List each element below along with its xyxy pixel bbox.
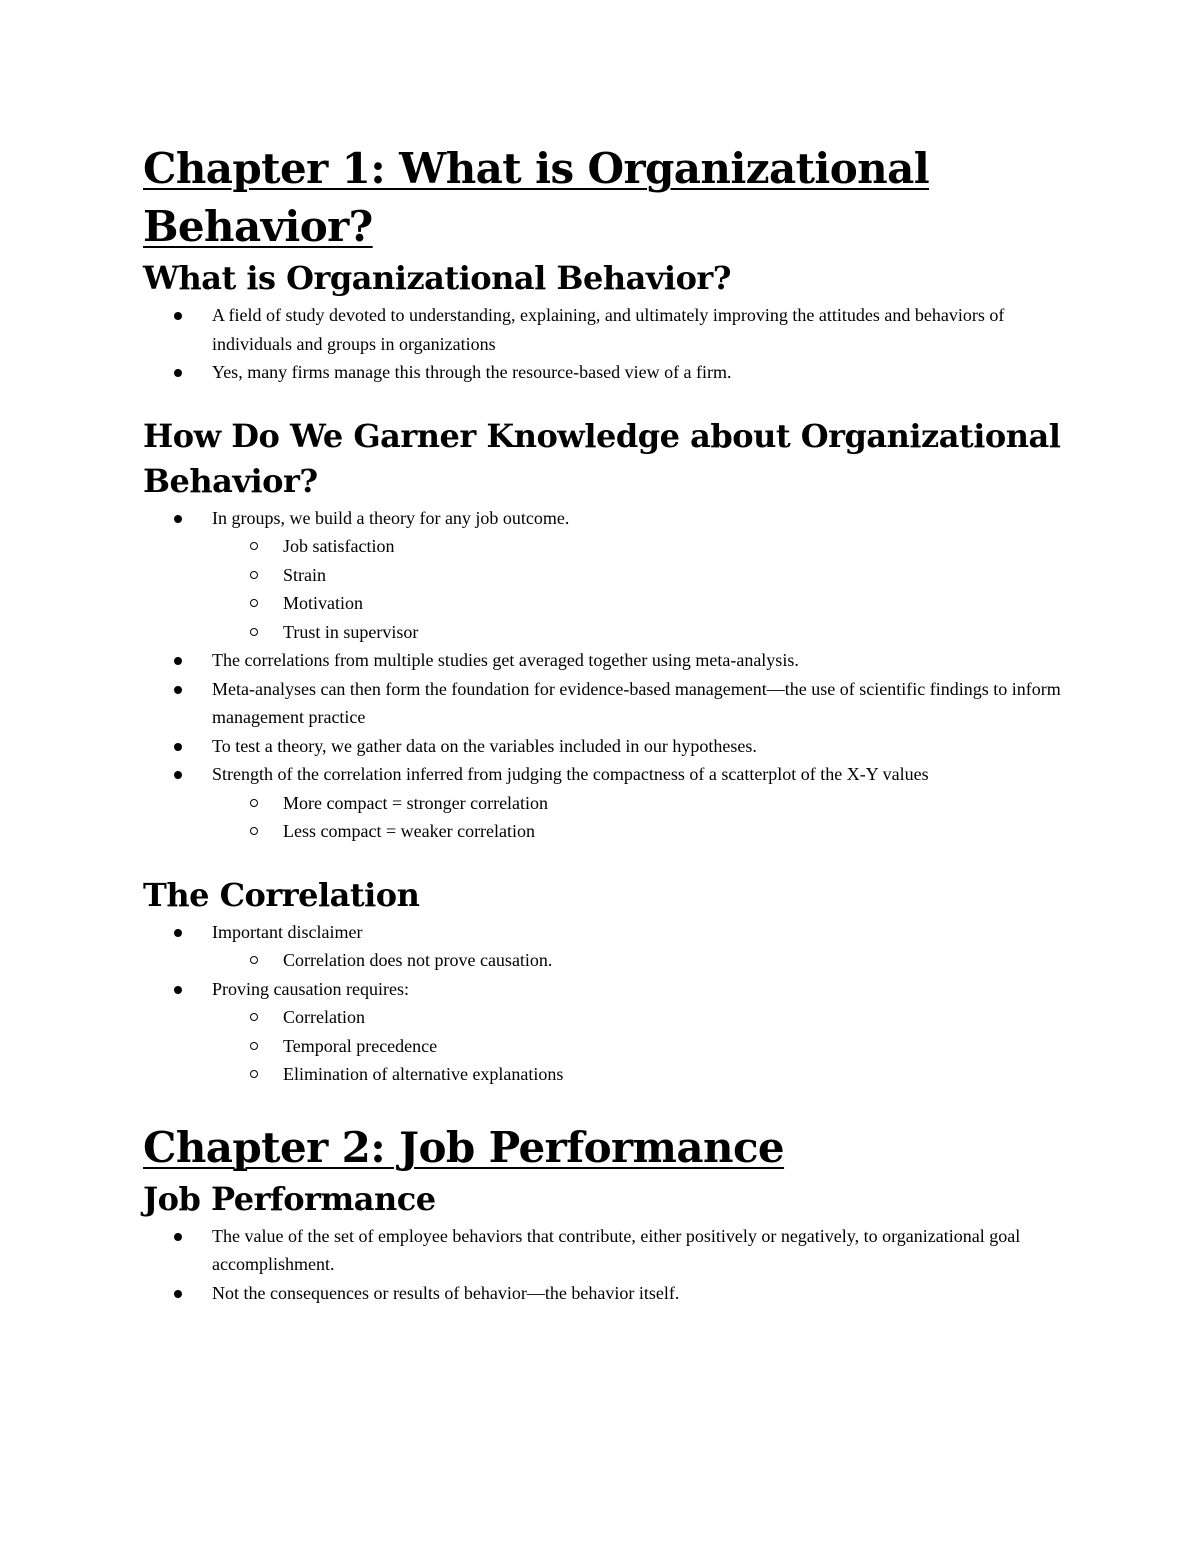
list-item (143, 975, 1073, 1089)
sub-list-item-text: Job satisfaction (283, 536, 395, 556)
bullet-icon (174, 312, 182, 320)
list-item (143, 358, 1073, 387)
sub-list-item (212, 946, 1073, 975)
sub-list-item (212, 561, 1073, 590)
chapter-1-title: Chapter 1: What is Organizational Behavior? (143, 144, 930, 251)
sub-list-item (212, 1003, 1073, 1032)
bullet-icon (174, 1290, 182, 1298)
list-item-text: Meta-analyses can then form the foundation for evidence-based management—the use of scientific findings to inform management practice (212, 678, 1061, 727)
sub-list-item-text: Correlation does not prove causation. (283, 950, 553, 970)
hollow-bullet-icon (250, 628, 258, 636)
section-heading: The Correlation (143, 875, 420, 914)
list-item (143, 301, 1073, 358)
sub-list-item (212, 1060, 1073, 1089)
sub-list-item (212, 589, 1073, 618)
list-item (143, 1279, 1073, 1308)
sub-list-item (212, 789, 1073, 818)
sub-list-item-text: Correlation (283, 1007, 365, 1027)
list-item (143, 732, 1073, 761)
bullet-icon (174, 369, 182, 377)
list-item-text: Not the consequences or results of behavior—the behavior itself. (212, 1282, 680, 1303)
sub-list (212, 532, 1073, 646)
sub-list-item (212, 618, 1073, 647)
list-item (143, 1222, 1073, 1279)
bullet-icon (174, 929, 182, 937)
sub-list-item-text: Trust in supervisor (283, 621, 419, 642)
list-item-text: To test a theory, we gather data on the variables included in our hypotheses. (212, 735, 757, 756)
hollow-bullet-icon (250, 1042, 258, 1050)
bullet-icon (174, 771, 182, 779)
list-item-text: In groups, we build a theory for any job outcome. (212, 507, 570, 528)
list-item (143, 504, 1073, 647)
sub-list (212, 1003, 1073, 1089)
bullet-icon (174, 657, 182, 665)
bullet-list (143, 504, 1073, 846)
list-item-text: Yes, many firms manage this through the resource-based view of a firm. (212, 362, 732, 382)
section-heading: What is Organizational Behavior? (143, 259, 732, 297)
hollow-bullet-icon (250, 799, 258, 807)
list-item (143, 646, 1073, 675)
sub-list-item (212, 532, 1073, 561)
hollow-bullet-icon (250, 571, 258, 579)
list-item (143, 675, 1073, 732)
hollow-bullet-icon (250, 542, 258, 550)
list-item-text: Strength of the correlation inferred from judging the compactness of a scatterplot of the X-Y values (212, 764, 929, 784)
section-heading: How Do We Garner Knowledge about Organizational Behavior? (143, 416, 1061, 500)
bullet-icon (174, 1233, 182, 1241)
hollow-bullet-icon (250, 599, 258, 607)
hollow-bullet-icon (250, 827, 258, 835)
sub-list (212, 946, 1073, 975)
section-heading: Job Performance (143, 1179, 436, 1218)
document-content (143, 140, 1073, 1307)
bullet-icon (174, 986, 182, 994)
list-item-text: The correlations from multiple studies get averaged together using meta-analysis. (212, 650, 799, 670)
list-item-text: Important disclaimer (212, 921, 363, 942)
list-item (143, 760, 1073, 846)
bullet-icon (174, 743, 182, 751)
sub-list-item-text: Strain (283, 564, 326, 585)
bullet-icon (174, 515, 182, 523)
sub-list-item-text: Elimination of alternative explanations (283, 1064, 564, 1084)
bullet-list (143, 301, 1073, 387)
sub-list-item (212, 817, 1073, 846)
list-item-text: The value of the set of employee behaviors that contribute, either positively or negatively, to organizational goal accomplishment. (212, 1225, 1021, 1274)
sub-list-item-text: Motivation (283, 593, 363, 613)
sub-list-item (212, 1032, 1073, 1061)
bullet-list (143, 918, 1073, 1089)
chapter-2-title: Chapter 2: Job Performance (143, 1122, 785, 1172)
list-item (143, 918, 1073, 975)
sub-list-item-text: Temporal precedence (283, 1035, 438, 1056)
hollow-bullet-icon (250, 1070, 258, 1078)
sub-list-item-text: More compact = stronger correlation (283, 792, 549, 813)
hollow-bullet-icon (250, 956, 258, 964)
sub-list-item-text: Less compact = weaker correlation (283, 821, 536, 841)
sub-list (212, 789, 1073, 846)
list-item-text: A field of study devoted to understanding, explaining, and ultimately improving the attitudes and behaviors of individuals and groups in organizations (212, 305, 1005, 354)
bullet-icon (174, 686, 182, 694)
list-item-text: Proving causation requires: (212, 978, 409, 999)
hollow-bullet-icon (250, 1013, 258, 1021)
bullet-list (143, 1222, 1073, 1308)
